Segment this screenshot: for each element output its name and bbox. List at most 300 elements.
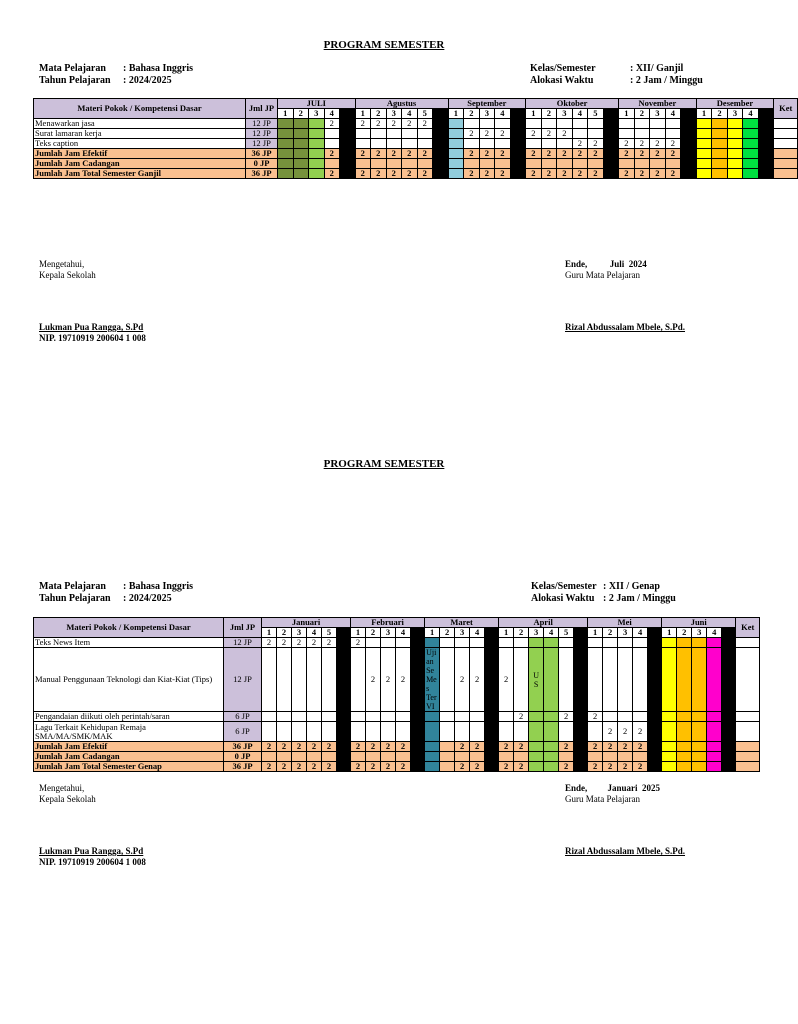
week-cell: 2 (479, 149, 495, 159)
week-number: 2 (541, 109, 557, 119)
week-cell (681, 129, 697, 139)
week-cell (514, 648, 529, 712)
week-cell: 2 (588, 149, 604, 159)
week-number: 4 (495, 109, 511, 119)
week-cell (355, 139, 371, 149)
week-cell (510, 169, 526, 179)
week-cell (425, 752, 440, 762)
week-number: 3 (692, 628, 707, 638)
week-cell (293, 159, 309, 169)
alokasi-value: : 2 Jam / Minggu (603, 593, 676, 604)
week-cell: 2 (381, 648, 396, 712)
week-cell (371, 139, 387, 149)
week-cell (727, 119, 743, 129)
week-cell: 2 (417, 119, 433, 129)
week-cell: 2 (572, 169, 588, 179)
week-cell (648, 712, 662, 722)
week-cell (448, 159, 464, 169)
week-cell (366, 712, 381, 722)
week-cell (743, 149, 759, 159)
week-cell (448, 129, 464, 139)
week-cell (743, 119, 759, 129)
week-cell: 2 (386, 149, 402, 159)
materi-header: Materi Pokok / Kompetensi Dasar (34, 618, 224, 638)
week-cell (292, 752, 307, 762)
signature-left-ganjil (39, 259, 146, 344)
week-cell (485, 648, 499, 712)
week-cell: 2 (603, 742, 618, 752)
week-cell: 2 (619, 169, 635, 179)
week-cell (425, 722, 440, 742)
week-cell (677, 638, 692, 648)
page-title-genap: PROGRAM SEMESTER (323, 458, 445, 470)
week-cell: 2 (455, 742, 470, 752)
month-header: Mei (588, 618, 662, 628)
week-cell (448, 169, 464, 179)
guru-label: Guru Mata Pelajaran (565, 270, 640, 280)
week-number: 4 (470, 628, 485, 638)
week-cell (696, 119, 712, 129)
week-cell: 2 (324, 169, 340, 179)
week-cell: 2 (322, 762, 337, 772)
week-cell (262, 722, 277, 742)
materi-cell: Jumlah Jam Efektif (34, 149, 246, 159)
table-row (34, 752, 760, 762)
week-cell: 2 (464, 169, 480, 179)
week-cell: 2 (470, 742, 485, 752)
alokasi-label: Alokasi Waktu (531, 593, 595, 604)
week-cell (722, 648, 736, 712)
jp-cell: 36 JP (246, 149, 278, 159)
week-cell (712, 129, 728, 139)
month-header: Maret (425, 618, 499, 628)
week-number: 4 (707, 628, 722, 638)
week-cell (662, 752, 677, 762)
week-cell (544, 712, 559, 722)
week-cell: 2 (499, 648, 514, 712)
week-cell: 2 (402, 149, 418, 159)
jp-cell: 6 JP (224, 722, 262, 742)
week-cell (677, 712, 692, 722)
week-cell (366, 722, 381, 742)
week-cell (433, 139, 449, 149)
materi-cell: Manual Penggunaan Teknologi dan Kiat-Kiat (Tips) (34, 648, 224, 712)
week-cell (677, 648, 692, 712)
week-cell (544, 742, 559, 752)
week-cell (712, 139, 728, 149)
jp-cell: 36 JP (224, 742, 262, 752)
week-cell (351, 722, 366, 742)
week-number: 2 (634, 109, 650, 119)
week-cell: 2 (386, 169, 402, 179)
week-cell (510, 149, 526, 159)
jp-cell: 36 JP (246, 169, 278, 179)
week-cell (293, 139, 309, 149)
week-cell: 2 (665, 149, 681, 159)
week-cell (727, 169, 743, 179)
month-header: Juni (662, 618, 736, 628)
jml-header: Jml JP (224, 618, 262, 638)
week-cell: 2 (307, 742, 322, 752)
week-cell (411, 638, 425, 648)
week-cell (633, 638, 648, 648)
week-number: 2 (464, 109, 480, 119)
week-number: 3 (292, 628, 307, 638)
week-cell: 2 (355, 119, 371, 129)
week-cell (425, 742, 440, 752)
week-cell: 2 (572, 139, 588, 149)
materi-cell: Jumlah Jam Cadangan (34, 159, 246, 169)
week-cell (455, 638, 470, 648)
week-cell: 2 (324, 119, 340, 129)
materi-cell: Teks News Item (34, 638, 224, 648)
week-number: 2 (677, 628, 692, 638)
ket-cell (774, 139, 798, 149)
week-cell (278, 129, 294, 139)
week-cell (440, 742, 455, 752)
week-cell: 2 (633, 742, 648, 752)
week-number: 3 (529, 628, 544, 638)
week-cell: 2 (322, 638, 337, 648)
week-cell (722, 722, 736, 742)
jp-cell: 6 JP (224, 712, 262, 722)
week-cell (433, 129, 449, 139)
kelas-label: Kelas/Semester (531, 581, 597, 592)
week-cell (495, 139, 511, 149)
week-cell (440, 722, 455, 742)
week-cell: 2 (665, 169, 681, 179)
jp-cell: 36 JP (224, 762, 262, 772)
week-cell: 2 (417, 149, 433, 159)
week-cell: 2 (603, 722, 618, 742)
week-cell (479, 159, 495, 169)
week-cell (650, 159, 666, 169)
week-cell (386, 159, 402, 169)
tahun-label: Tahun Pelajaran (39, 593, 111, 604)
table-row (34, 139, 798, 149)
week-cell (665, 129, 681, 139)
week-cell: 2 (262, 742, 277, 752)
us-label: U S (529, 648, 544, 712)
week-number: 5 (559, 628, 574, 638)
kelas-value: : XII / Genap (603, 581, 660, 592)
week-cell (448, 119, 464, 129)
week-cell (455, 712, 470, 722)
week-cell (277, 648, 292, 712)
ket-cell (774, 119, 798, 129)
week-cell (514, 638, 529, 648)
tahun-label: Tahun Pelajaran (39, 75, 111, 86)
week-cell (677, 752, 692, 762)
week-cell (722, 638, 736, 648)
week-cell (351, 712, 366, 722)
week-cell (648, 742, 662, 752)
week-cell (603, 169, 619, 179)
month-header: JULI (278, 99, 356, 109)
week-cell (448, 149, 464, 159)
week-cell (366, 638, 381, 648)
week-cell (514, 722, 529, 742)
week-cell (514, 752, 529, 762)
week-cell: 2 (634, 149, 650, 159)
week-cell (411, 762, 425, 772)
week-cell (758, 159, 774, 169)
week-cell (340, 169, 356, 179)
week-cell (340, 139, 356, 149)
place-date: Ende, Januari 2025 (565, 783, 661, 793)
week-cell (309, 119, 325, 129)
week-cell (707, 648, 722, 712)
week-cell (337, 648, 351, 712)
week-cell (681, 169, 697, 179)
jml-header: Jml JP (246, 99, 278, 119)
week-cell (309, 129, 325, 139)
week-cell (529, 742, 544, 752)
ket-cell (774, 169, 798, 179)
week-cell (464, 139, 480, 149)
week-cell (588, 129, 604, 139)
week-cell (603, 712, 618, 722)
week-cell (440, 752, 455, 762)
week-cell (603, 638, 618, 648)
week-cell: 2 (650, 139, 666, 149)
week-number: 2 (712, 109, 728, 119)
week-cell (277, 722, 292, 742)
month-separator (758, 109, 774, 119)
kepala-label: Kepala Sekolah (39, 270, 96, 280)
week-cell (277, 712, 292, 722)
week-cell (574, 752, 588, 762)
week-cell: 2 (499, 742, 514, 752)
week-cell (464, 119, 480, 129)
kepala-nip: NIP. 19710919 200604 1 008 (39, 857, 146, 867)
week-cell (574, 762, 588, 772)
month-separator (648, 628, 662, 638)
week-cell (448, 139, 464, 149)
week-cell (648, 648, 662, 712)
week-cell (603, 139, 619, 149)
week-cell (499, 638, 514, 648)
week-cell (696, 169, 712, 179)
mengetahui-text: Mengetahui, (39, 259, 85, 269)
week-cell: 2 (366, 742, 381, 752)
week-cell (355, 159, 371, 169)
table-row (34, 149, 798, 159)
program-table-ganjil (33, 98, 798, 179)
week-cell (692, 762, 707, 772)
materi-cell: Jumlah Jam Cadangan (34, 752, 224, 762)
week-cell (743, 159, 759, 169)
week-cell: 2 (470, 762, 485, 772)
alokasi-label: Alokasi Waktu (530, 75, 594, 86)
month-separator (681, 109, 697, 119)
week-cell (662, 712, 677, 722)
week-cell (743, 129, 759, 139)
week-cell: 2 (526, 149, 542, 159)
week-cell: 2 (526, 129, 542, 139)
week-cell (650, 129, 666, 139)
week-number: 1 (355, 109, 371, 119)
week-number: 4 (324, 109, 340, 119)
week-cell (307, 722, 322, 742)
week-cell (707, 742, 722, 752)
place-date: Ende, Juli 2024 (565, 259, 647, 269)
table-row (34, 722, 760, 742)
week-cell: 2 (455, 648, 470, 712)
ket-header: Ket (774, 99, 798, 119)
week-cell: 2 (324, 149, 340, 159)
week-cell (510, 119, 526, 129)
mapel-value: : Bahasa Inggris (123, 581, 194, 592)
ujian-semester-label: Uji an Se Me s Ter VI (425, 648, 440, 712)
week-cell (743, 169, 759, 179)
table-row (34, 762, 760, 772)
week-number: 4 (665, 109, 681, 119)
week-cell (743, 139, 759, 149)
week-cell (485, 752, 499, 762)
week-cell (470, 722, 485, 742)
month-header: Januari (262, 618, 351, 628)
week-cell (495, 119, 511, 129)
week-cell (278, 159, 294, 169)
week-cell (499, 752, 514, 762)
week-cell: 2 (572, 149, 588, 159)
week-cell (619, 119, 635, 129)
week-cell (692, 722, 707, 742)
week-cell (322, 712, 337, 722)
week-cell (603, 129, 619, 139)
week-cell (681, 139, 697, 149)
ket-cell (736, 742, 760, 752)
table-row (34, 119, 798, 129)
week-cell (727, 149, 743, 159)
week-cell (322, 722, 337, 742)
week-cell (455, 752, 470, 762)
week-number: 1 (662, 628, 677, 638)
week-cell (433, 149, 449, 159)
week-cell: 2 (355, 149, 371, 159)
week-cell: 2 (541, 149, 557, 159)
week-cell (278, 139, 294, 149)
week-cell (588, 752, 603, 762)
week-cell (526, 139, 542, 149)
week-cell (650, 119, 666, 129)
week-cell: 2 (307, 762, 322, 772)
week-cell (529, 752, 544, 762)
week-number: 1 (262, 628, 277, 638)
jp-cell: 12 JP (246, 139, 278, 149)
week-cell (433, 159, 449, 169)
week-cell (262, 752, 277, 762)
week-number: 4 (544, 628, 559, 638)
week-cell (707, 638, 722, 648)
table-row (34, 742, 760, 752)
week-cell: 2 (292, 742, 307, 752)
week-cell (529, 722, 544, 742)
table-row (34, 638, 760, 648)
week-cell (277, 752, 292, 762)
week-cell: 2 (355, 169, 371, 179)
week-cell (411, 712, 425, 722)
month-header: Agustus (355, 99, 448, 109)
week-cell (470, 712, 485, 722)
week-cell (510, 159, 526, 169)
guru-name: Rizal Abdussalam Mbele, S.Pd. (565, 846, 686, 856)
materi-cell: Teks caption (34, 139, 246, 149)
week-cell (292, 712, 307, 722)
week-cell (529, 762, 544, 772)
week-cell: 2 (499, 762, 514, 772)
week-cell (340, 159, 356, 169)
week-cell (692, 742, 707, 752)
week-cell (758, 119, 774, 129)
week-cell: 2 (351, 762, 366, 772)
week-cell (381, 722, 396, 742)
month-separator (485, 628, 499, 638)
mengetahui-text: Mengetahui, (39, 783, 85, 793)
page-title-ganjil: PROGRAM SEMESTER (323, 39, 445, 51)
week-cell: 2 (541, 169, 557, 179)
week-cell (526, 159, 542, 169)
week-cell (603, 752, 618, 762)
week-cell: 2 (633, 722, 648, 742)
week-cell: 2 (307, 638, 322, 648)
materi-cell: Jumlah Jam Total Semester Ganjil (34, 169, 246, 179)
week-cell: 2 (495, 149, 511, 159)
month-header-row (34, 99, 798, 109)
kepala-name: Lukman Pua Rangga, S.Pd (39, 322, 144, 332)
week-cell (510, 139, 526, 149)
month-separator (340, 109, 356, 119)
jp-cell: 12 JP (246, 129, 278, 139)
week-number: 2 (366, 628, 381, 638)
week-cell (603, 149, 619, 159)
week-cell (712, 119, 728, 129)
week-cell (572, 119, 588, 129)
month-separator (433, 109, 449, 119)
week-cell (371, 159, 387, 169)
week-cell: 2 (559, 742, 574, 752)
week-cell (677, 762, 692, 772)
week-cell (696, 159, 712, 169)
materi-header: Materi Pokok / Kompetensi Dasar (34, 99, 246, 119)
week-cell (758, 129, 774, 139)
week-cell (707, 762, 722, 772)
week-cell (758, 149, 774, 159)
week-cell (633, 712, 648, 722)
week-cell (681, 119, 697, 129)
week-cell (470, 752, 485, 762)
week-cell (262, 712, 277, 722)
week-number: 1 (588, 628, 603, 638)
week-cell (727, 139, 743, 149)
week-cell (696, 129, 712, 139)
week-cell (322, 752, 337, 762)
week-cell (402, 129, 418, 139)
week-cell: 2 (514, 742, 529, 752)
week-cell (588, 648, 603, 712)
week-cell (722, 742, 736, 752)
week-cell (278, 149, 294, 159)
month-separator (411, 628, 425, 638)
ket-cell (736, 712, 760, 722)
week-cell: 2 (402, 169, 418, 179)
week-cell (322, 648, 337, 712)
week-cell (307, 752, 322, 762)
week-cell: 2 (559, 762, 574, 772)
week-cell (662, 638, 677, 648)
ket-cell (774, 129, 798, 139)
